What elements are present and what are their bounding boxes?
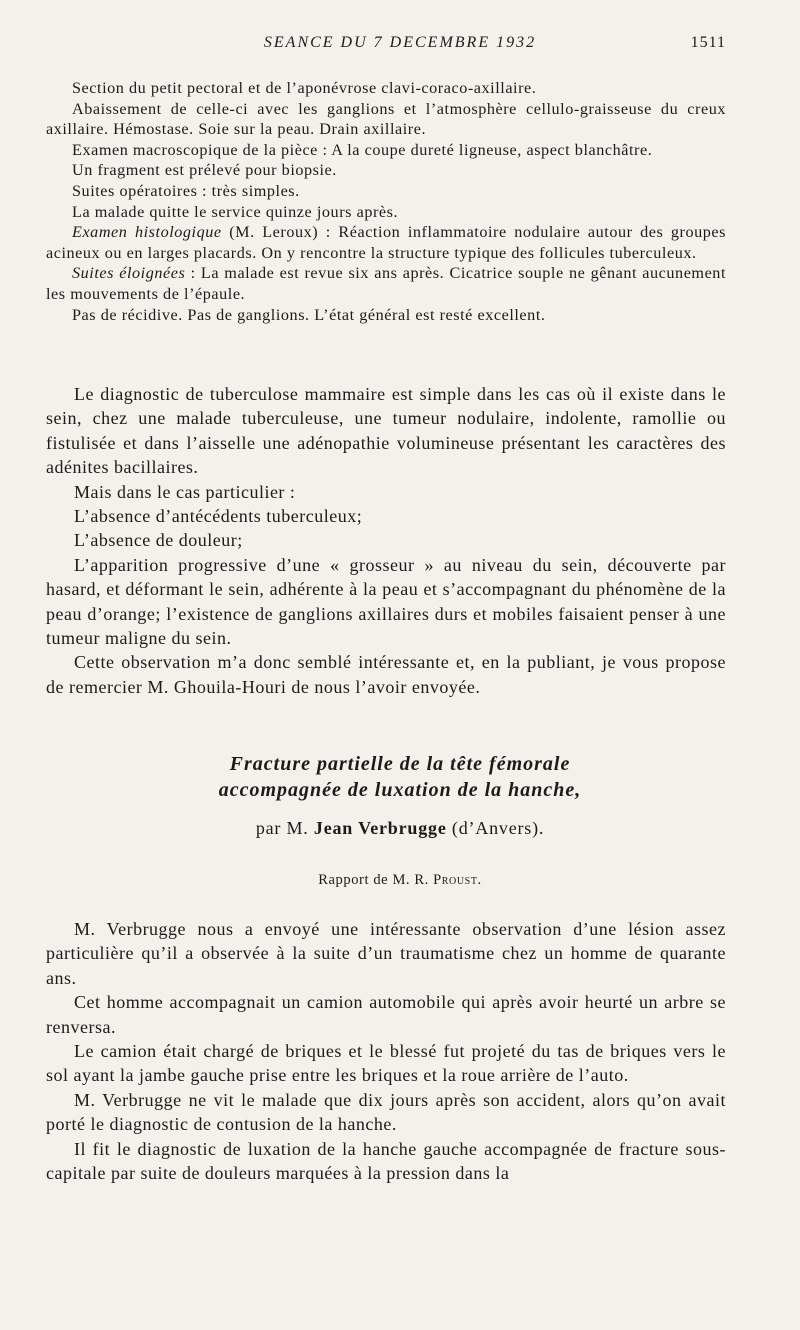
paragraph-histology <box>46 222 726 263</box>
paragraph: Il fit le diagnostic de luxation de la hanche gauche accompagnée de fracture sous-capitale par suite de douleurs marquées à la pression dans la <box>46 1138 726 1184</box>
paragraph: Cette observation m’a donc semblé intéressante et, en la publiant, je vous propose de remercier M. Ghouila-Houri de nous l’avoir envoyée. <box>46 652 726 697</box>
article-title-line: accompagnée de luxation de la hanche, <box>218 779 582 801</box>
paragraph: Cet homme accompagnait un camion automobile qui après avoir heurté un arbre se renversa. <box>46 992 726 1037</box>
paragraph: L’apparition progressive d’une « grosseur » au niveau du sein, découverte par hasard, et déformant le sein, adhérente à la peau et s’accompagnant du phénomène de la peau d’orange; l’existence de ganglions axillaires durs et mobiles faisaient penser à une tumeur maligne du sein. <box>46 554 726 649</box>
paragraph: Examen macroscopique de la pièce : A la coupe dureté ligneuse, aspect blanchâtre. <box>72 140 653 159</box>
paragraph: Section du petit pectoral et de l’aponévrose clavi-coraco-axillaire. <box>72 79 537 97</box>
report-prefix: Rapport de M. R. <box>318 872 434 888</box>
followup-text: : La malade est revue six ans après. Cicatrice souple ne gênant aucunement les mouvements de l’épaule. <box>46 264 726 303</box>
article-author <box>0 818 800 839</box>
paragraph: Un fragment est prélevé pour biopsie. <box>72 161 337 180</box>
paragraph: Mais dans le cas particulier : <box>74 481 296 502</box>
author-name: Jean Verbrugge <box>313 818 447 838</box>
paragraph: Le diagnostic de tuberculose mammaire est simple dans les cas où il existe dans le sein, chez une malade tuberculeuse, une tumeur nodulaire, indolente, ramollie ou fistulisée et dans l’aisselle une adénopathie volumineuse présentant les caractères des adénites bacillaires. <box>46 384 726 478</box>
followup-label: Suites éloignées <box>72 264 186 283</box>
paragraph: Le camion était chargé de briques et le blessé fut projeté du tas de briques vers le sol ayant la jambe gauche prise entre les briques et la roue arrière de l’auto. <box>46 1041 726 1086</box>
author-suffix: (d’Anvers). <box>446 818 545 838</box>
paragraph: L’absence d’antécédents tuberculeux; <box>74 506 363 527</box>
paragraph: M. Verbrugge nous a envoyé une intéressante observation d’une lésion assez particulière qu’il a observée à la suite d’un traumatisme chez un homme de quarante ans. <box>46 919 726 988</box>
article-title-line: Fracture partielle de la tête fémorale <box>229 753 571 775</box>
reporter-name: Proust. <box>433 872 482 888</box>
paragraph: L’absence de douleur; <box>74 530 243 551</box>
paragraph: Pas de récidive. Pas de ganglions. L’état général est resté excellent. <box>72 305 546 324</box>
page-header <box>0 34 800 58</box>
case-report-block <box>46 78 726 325</box>
paragraph: Abaissement de celle-ci avec les ganglions et l’atmosphère cellulo-graisseuse du creux axillaire. Hémostase. Soie sur la peau. Drain axillaire. <box>46 99 726 139</box>
running-title: SEANCE DU 7 DECEMBRE 1932 <box>263 34 537 51</box>
discussion-block <box>46 382 726 699</box>
paragraph-followup <box>46 263 726 304</box>
histology-text: (M. Leroux) : Réaction inflammatoire nodulaire autour des groupes acineux ou en larges placards. On y rencontre la structure typique des follicules tuberculeux. <box>46 223 726 262</box>
author-prefix: par M. <box>255 818 314 838</box>
paragraph: M. Verbrugge ne vit le malade que dix jours après son accident, alors qu’on avait porté le diagnostic de contusion de la hanche. <box>46 1089 726 1135</box>
paragraph: Suites opératoires : très simples. <box>72 181 300 200</box>
paragraph: La malade quitte le service quinze jours après. <box>72 202 399 221</box>
article-body <box>46 917 726 1185</box>
histology-label: Examen histologique <box>72 223 222 242</box>
article-title <box>0 751 800 803</box>
page-number: 1511 <box>690 34 726 51</box>
report-line <box>0 872 800 889</box>
